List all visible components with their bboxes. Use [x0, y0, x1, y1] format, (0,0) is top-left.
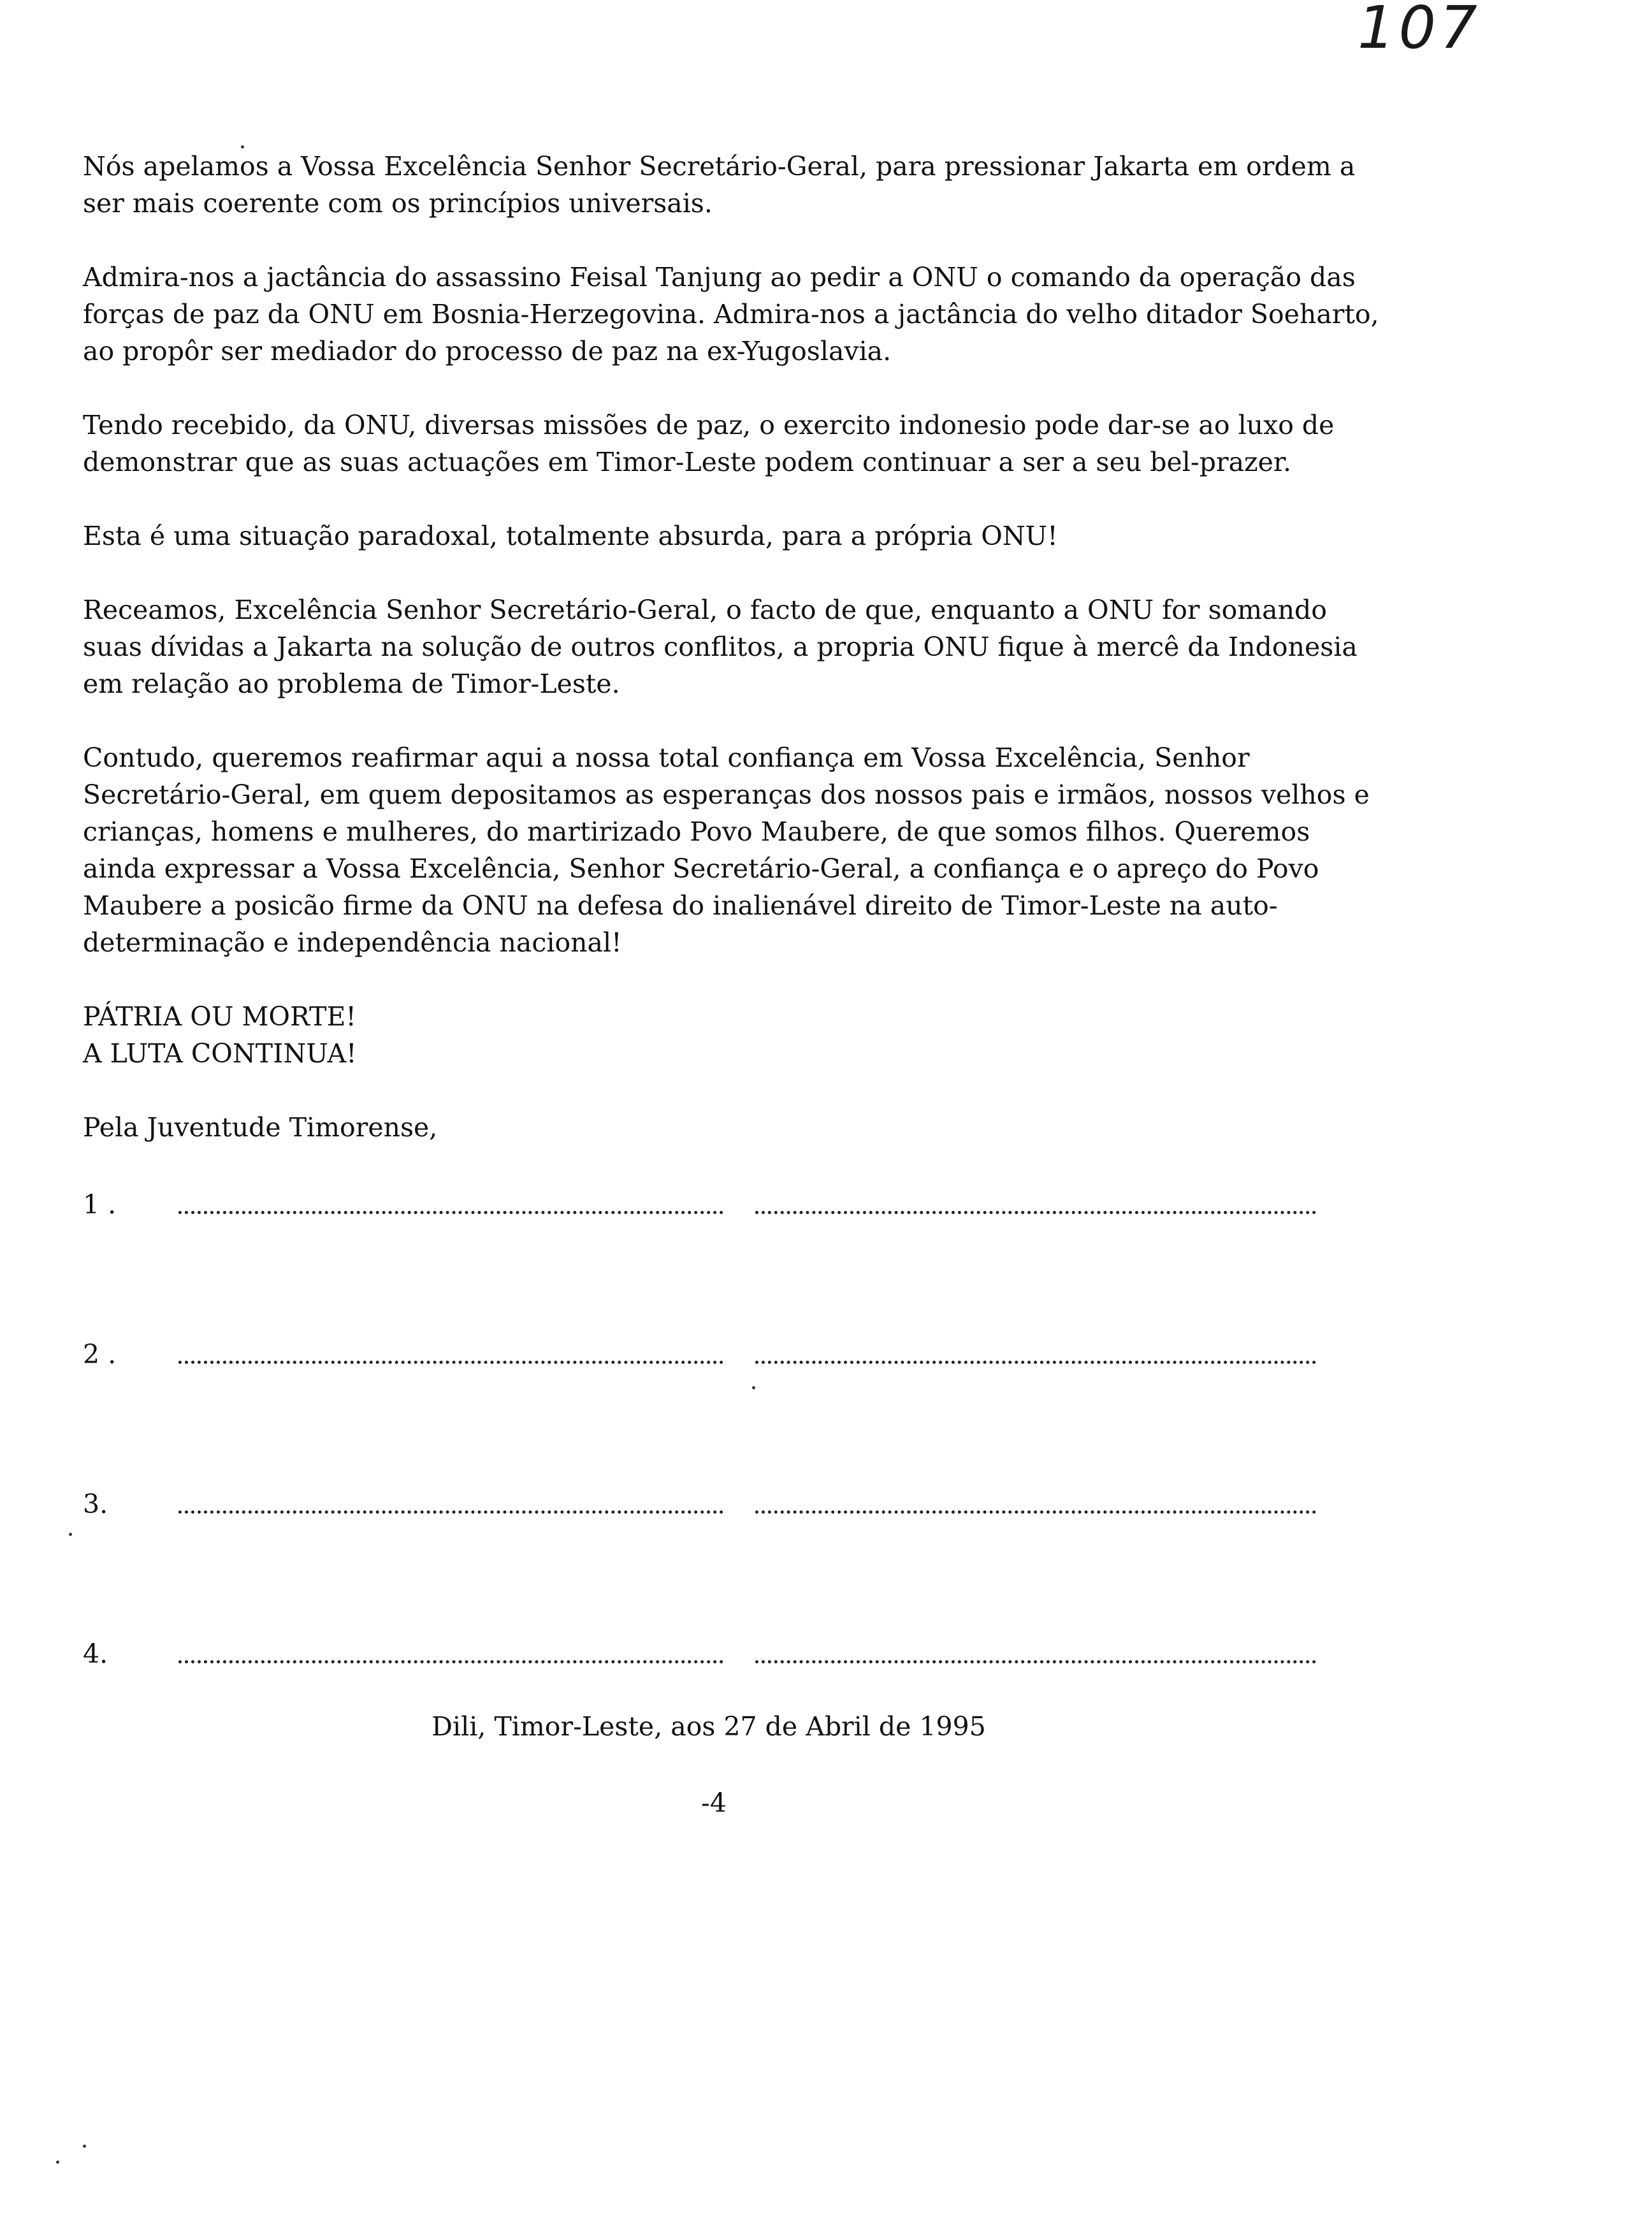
signature-line-left	[178, 1361, 723, 1364]
signature-line-right	[755, 1660, 1316, 1663]
place-date: Dili, Timor-Leste, aos 27 de Abril de 1995	[431, 1711, 986, 1742]
signature-row	[83, 1485, 1358, 1523]
page-number: -4	[701, 1788, 727, 1818]
letter-body	[83, 148, 1389, 1183]
slogan-patria: PÁTRIA OU MORTE!	[83, 1001, 356, 1032]
scan-speck	[752, 1386, 755, 1389]
paragraph-appeal: Nós apelamos a Vossa Excelência Senhor Secretário-Geral, para pressionar Jakarta em ordem a ser mais coerente com os princípios universais.	[83, 151, 1356, 219]
handwritten-page-number: 107	[1358, 0, 1481, 62]
signature-line-right	[755, 1211, 1316, 1214]
scan-speck	[83, 2145, 86, 2148]
signature-row	[83, 1335, 1358, 1373]
signature-number: 4.	[83, 1639, 108, 1669]
signature-line-right	[755, 1510, 1316, 1514]
signature-line-left	[178, 1211, 723, 1214]
scan-speck	[241, 145, 244, 148]
signature-number: 3.	[83, 1489, 108, 1519]
paragraph-paradoxal: Esta é uma situação paradoxal, totalmente absurda, para a própria ONU!	[83, 521, 1058, 551]
slogans	[83, 998, 1389, 1072]
signature-line-left	[178, 1510, 723, 1514]
paragraph-jactancia: Admira-nos a jactância do assassino Feisal Tanjung ao pedir a ONU o comando da operação das forças de paz da ONU em Bosnia-Herzegovina. Admira-nos a jactância do velho ditador Soeharto, ao propôr ser mediador do processo de paz na ex-Yugoslavia.	[83, 262, 1379, 366]
sign-off: Pela Juventude Timorense,	[83, 1112, 438, 1143]
paragraph-receamos: Receamos, Excelência Senhor Secretário-Geral, o facto de que, enquanto a ONU for somando suas dívidas a Jakarta na solução de outros conflitos, a propria ONU fique à mercê da Indonesia em relação ao problema de Timor-Leste.	[83, 595, 1358, 699]
scan-speck	[56, 2161, 59, 2164]
scan-speck	[69, 1533, 72, 1536]
signature-row	[83, 1635, 1358, 1673]
signature-number: 1 .	[83, 1189, 117, 1220]
slogan-luta: A LUTA CONTINUA!	[83, 1038, 357, 1069]
signature-row	[83, 1185, 1358, 1224]
paragraph-contudo: Contudo, queremos reafirmar aqui a nossa total confiança em Vossa Excelência, Senhor Secretário-Geral, em quem depositamos as esperanças dos nossos pais e irmãos, nossos velhos e crianças, homens e mulheres, do martirizado Povo Maubere, de que somos filhos. Queremos ainda expressar a Vossa Excelência, Senhor Secretário-Geral, a confiança e o apreço do Povo Maubere a posicão firme da ONU na defesa do inalienável direito de Timor-Leste na auto-determinação e independência nacional!	[83, 742, 1370, 958]
signature-line-left	[178, 1660, 723, 1663]
signature-number: 2 .	[83, 1339, 117, 1370]
signature-line-right	[755, 1361, 1316, 1364]
paragraph-missoes: Tendo recebido, da ONU, diversas missões de paz, o exercito indonesio pode dar-se ao luxo de demonstrar que as suas actuações em Timor-Leste podem continuar a ser a seu bel-prazer.	[83, 410, 1335, 477]
